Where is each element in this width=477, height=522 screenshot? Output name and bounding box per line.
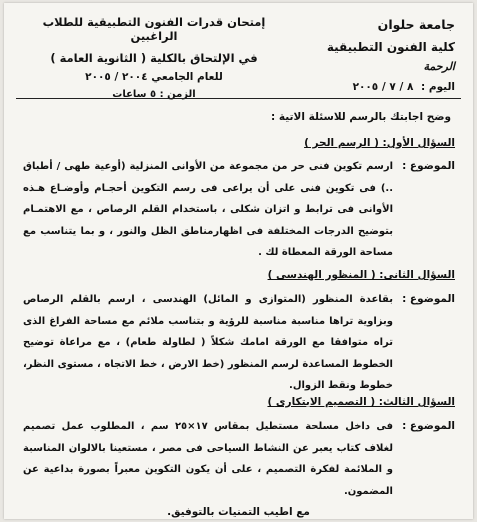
instructions: وضح اجابتك بالرسم للاسئلة الاتية : bbox=[271, 111, 451, 123]
exam-duration: الزمن : ٥ ساعات bbox=[112, 89, 196, 100]
question-1-body: ارسم تكوين فنى حر من مجموعة من الأوانى المنزلية (أوعية طهى / أطباق ..) فى تكوين فنى على أن يراعى فى رسم التكوين أحجـام وأوضـاع هـذه الأوانى فى ترابط و اتزان شكلى ، باستخدام القلم الرصاص ، مع الاهتمـام بتوضيح الدرجات المختلفة فى اظهارمناطق الظل والنور ، و بما يتناسب مع مساحة الورقة المعطاة لك . bbox=[23, 161, 393, 258]
faculty-name: كلية الفنون التطبيقية bbox=[326, 40, 455, 54]
header-divider bbox=[16, 98, 461, 99]
exam-sheet bbox=[4, 3, 473, 519]
question-2-title: السؤال الثانى: ( المنظور الهندسى ) bbox=[267, 269, 455, 281]
exam-date bbox=[325, 81, 455, 93]
exam-subtitle: في الإلتحاق بالكلية ( الثانوية العامة ) bbox=[50, 51, 258, 65]
question-2-topic-label: الموضوع : bbox=[402, 293, 455, 305]
header-institution bbox=[325, 17, 455, 93]
date-value: ٨ / ٧ / ٢٠٠٥ bbox=[352, 81, 414, 93]
question-3-topic-label: الموضوع : bbox=[402, 420, 455, 432]
academic-year: للعام الجامعي ٢٠٠٤ / ٢٠٠٥ bbox=[85, 71, 223, 83]
question-3-body: فى داخل مسلحة مستطيل بمقاس ١٧×٢٥ سم ، المطلوب عمل تصميم لغلاف كتاب يعبر عن النشاط السياحى فى مصر ، مستعينا بالالوان المناسبة و الملائمة لفكرة التصميم ، على أن يكون التكوين معبراً بصورة بداعية عن المضمون. bbox=[23, 421, 393, 497]
header-exam-info bbox=[34, 15, 274, 100]
date-label: اليوم : bbox=[421, 81, 455, 93]
question-2-body: بقاعدة المنظور (المتوازى و المائل) الهندسى ، ارسم بالقلم الرصاص وبزاوية تراها مناسبة مناسبة للرؤية و بتناسب ملائم مع مساحة الفراغ الذى تراه متوافقا مع الورقة امامك شكلاً ( لطاولة طعام) ، مع مراعاة توضيح الخطوط المساعدة لرسم المنظور (خط الارض ، خط الاتجاه ، مستوى النظر، خطوط ونقط الزوال. bbox=[23, 294, 393, 391]
university-name: جامعة حلوان bbox=[377, 17, 455, 32]
exam-title: إمتحان قدرات الفنون التطبيقية للطلاب الراغبين bbox=[42, 15, 266, 43]
question-3-title: السؤال الثالث: ( التصميم الابتكارى ) bbox=[267, 396, 455, 408]
department-name: الرحمة bbox=[423, 60, 455, 73]
question-1-topic-label: الموضوع : bbox=[402, 160, 455, 172]
question-1-title: السؤال الأول: ( الرسم الحر ) bbox=[304, 137, 455, 149]
closing-wishes: مع اطيب التمنيات بالتوفيق. bbox=[167, 506, 310, 518]
